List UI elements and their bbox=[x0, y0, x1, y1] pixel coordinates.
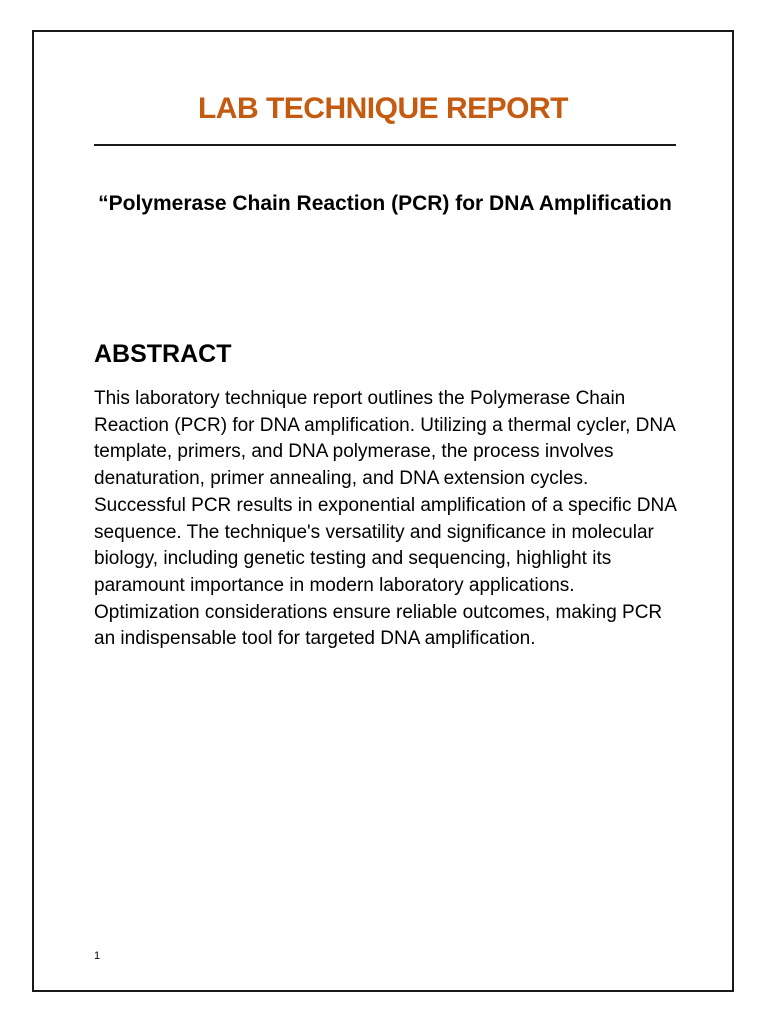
report-subtitle: “Polymerase Chain Reaction (PCR) for DNA Amplification bbox=[98, 192, 672, 215]
title-divider bbox=[94, 144, 676, 146]
page-number: 1 bbox=[94, 950, 101, 962]
report-title: LAB TECHNIQUE REPORT bbox=[197, 92, 568, 125]
abstract-heading: ABSTRACT bbox=[94, 340, 232, 368]
abstract-text: This laboratory technique report outlines the Polymerase Chain Reaction (PCR) for DNA amplification. Utilizing a thermal cycler, DNA template, primers, and DNA polymerase, the process involves denaturation, primer annealing, and DNA extension cycles. Successful PCR results in exponential amplification of a specific DNA sequence. The technique's versatility and significance in molecular biology, including genetic testing and sequencing, highlight its paramount importance in modern laboratory applications. Optimization considerations ensure reliable outcomes, making PCR an indispensable tool for targeted DNA amplification. bbox=[94, 388, 676, 650]
document-page bbox=[32, 30, 734, 992]
